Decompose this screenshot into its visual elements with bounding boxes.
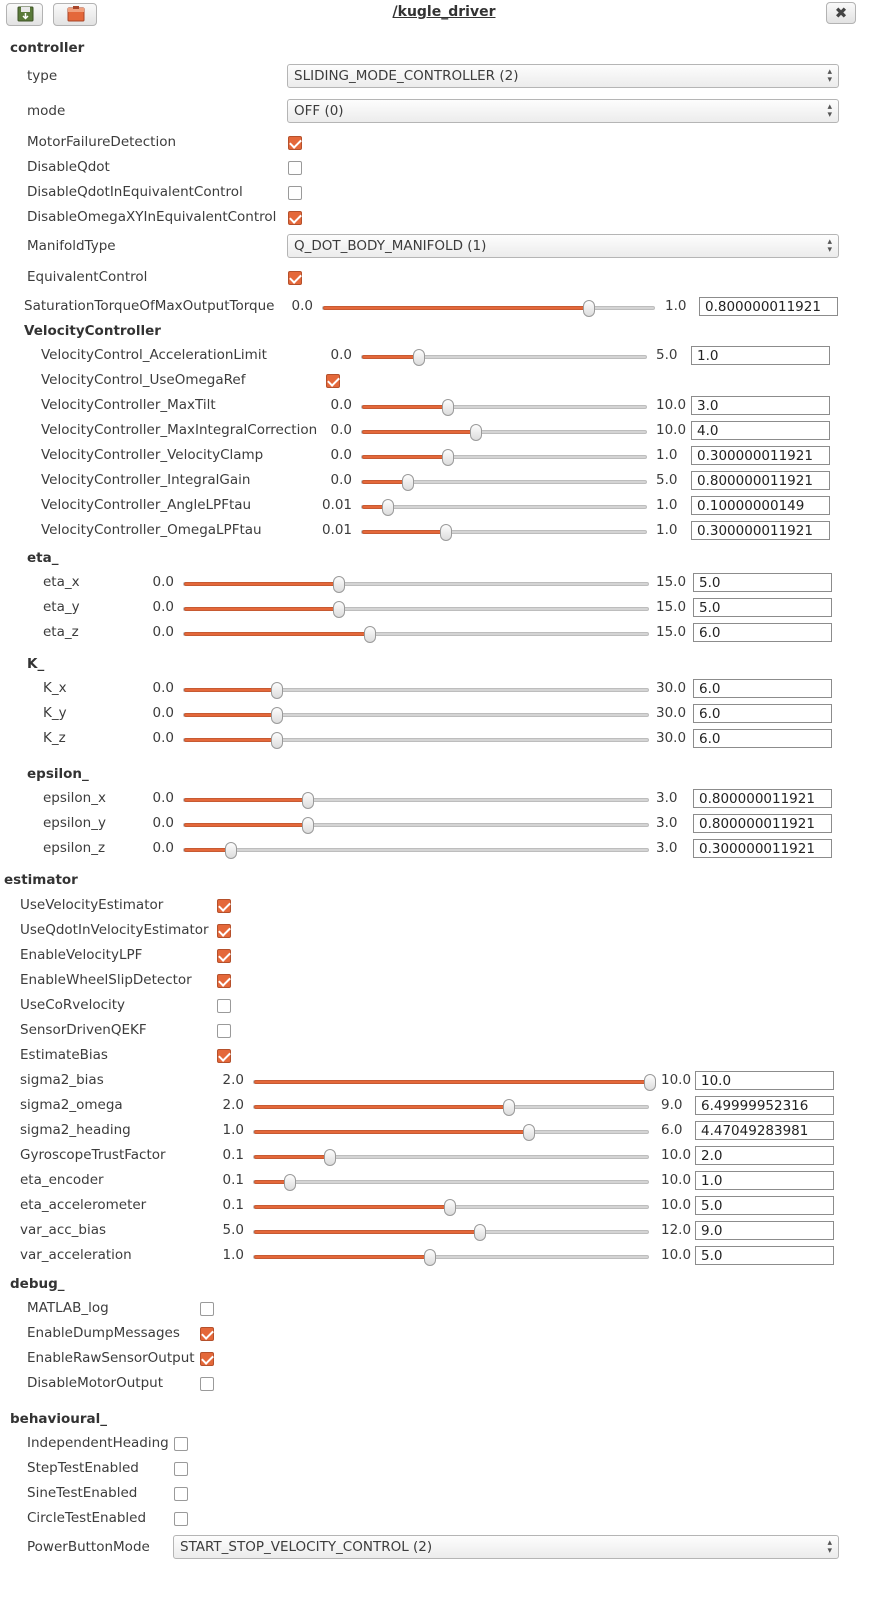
behavioural-check-2-label: SineTestEnabled	[27, 1485, 138, 1501]
estimator-slider-4-label: eta_encoder	[20, 1172, 104, 1188]
window-title: /kugle_driver	[392, 4, 496, 20]
estimator-slider-4-min: 0.1	[222, 1172, 244, 1188]
mode-label: mode	[27, 103, 66, 119]
debug-check-3-checkbox[interactable]	[200, 1377, 214, 1391]
eta-slider-0-slider[interactable]	[183, 582, 649, 586]
saturation-value-field[interactable]: 0.800000011921	[699, 297, 838, 316]
estimator-slider-0-slider-fill	[254, 1080, 650, 1084]
type-label: type	[27, 68, 58, 84]
controller-check-2-label: DisableQdotInEquivalentControl	[27, 184, 243, 200]
epsilon-slider-0-label: epsilon_x	[43, 790, 106, 806]
epsilon-slider-0-value-field[interactable]: 0.800000011921	[693, 789, 832, 808]
estimator-slider-7-min: 1.0	[222, 1247, 244, 1263]
epsilon-slider-0-slider-fill	[184, 798, 308, 802]
epsilon-slider-1-slider-fill	[184, 823, 308, 827]
debug-check-1-label: EnableDumpMessages	[27, 1325, 180, 1341]
debug-check-0-checkbox[interactable]	[200, 1302, 214, 1316]
velocity-slider-0-min: 0.0	[330, 397, 352, 413]
behavioural-check-1-label: StepTestEnabled	[27, 1460, 139, 1476]
epsilon-slider-0-max: 3.0	[656, 790, 678, 806]
controller-check-0-label: MotorFailureDetection	[27, 134, 177, 150]
accel-limit-slider-fill	[362, 355, 419, 359]
eta-slider-0-max: 15.0	[656, 574, 687, 590]
estimator-slider-5-max: 10.0	[661, 1197, 692, 1213]
debug-check-2-label: EnableRawSensorOutput	[27, 1350, 195, 1366]
estimator-check-2-checkbox[interactable]	[217, 949, 231, 963]
velocity-slider-2-slider[interactable]	[361, 455, 647, 459]
accel-limit-max: 5.0	[656, 347, 678, 363]
velocity-slider-0-slider-handle[interactable]	[442, 399, 454, 416]
K-slider-1-max: 30.0	[656, 705, 687, 721]
K-slider-1-slider-handle[interactable]	[271, 707, 283, 724]
use-omega-ref-label: VelocityControl_UseOmegaRef	[41, 372, 246, 388]
epsilon-slider-2-slider-handle[interactable]	[225, 842, 237, 859]
eta-slider-2-slider[interactable]	[183, 632, 649, 636]
velocity-slider-5-value-field[interactable]: 0.300000011921	[691, 521, 830, 540]
velocity-slider-2-slider-fill	[362, 455, 448, 459]
estimator-slider-1-label: sigma2_omega	[20, 1097, 123, 1113]
velocity-slider-0-slider-fill	[362, 405, 448, 409]
estimator-slider-6-slider[interactable]	[253, 1230, 649, 1234]
K-slider-1-value-field[interactable]: 6.0	[693, 704, 832, 723]
estimator-slider-0-slider-handle[interactable]	[644, 1074, 656, 1091]
estimator-check-2-label: EnableVelocityLPF	[20, 947, 143, 963]
velocity-slider-2-max: 1.0	[656, 447, 678, 463]
velocity-slider-4-max: 1.0	[656, 497, 678, 513]
K-slider-2-max: 30.0	[656, 730, 687, 746]
estimator-slider-1-value-field[interactable]: 6.49999952316	[695, 1096, 834, 1115]
estimator-slider-1-slider[interactable]	[253, 1105, 649, 1109]
velocity-slider-0-max: 10.0	[656, 397, 687, 413]
estimator-check-3-checkbox[interactable]	[217, 974, 231, 988]
updown-arrows-icon: ▴ ▾	[827, 1538, 832, 1556]
velocity-slider-3-slider-handle[interactable]	[402, 474, 414, 491]
K-slider-0-max: 30.0	[656, 680, 687, 696]
estimator-slider-3-slider-handle[interactable]	[324, 1149, 336, 1166]
epsilon-slider-1-slider[interactable]	[183, 823, 649, 827]
epsilon-slider-0-slider[interactable]	[183, 798, 649, 802]
estimator-slider-0-max: 10.0	[661, 1072, 692, 1088]
estimator-slider-6-label: var_acc_bias	[20, 1222, 107, 1238]
updown-arrows-icon: ▴ ▾	[827, 237, 832, 255]
section-debug: debug_	[10, 1276, 65, 1292]
close-icon: ✖	[834, 4, 848, 22]
epsilon-slider-0-min: 0.0	[152, 790, 174, 806]
velocity-slider-2-value-field[interactable]: 0.300000011921	[691, 446, 830, 465]
K-slider-0-value-field[interactable]: 6.0	[693, 679, 832, 698]
epsilon-slider-2-slider[interactable]	[183, 848, 649, 852]
estimator-slider-0-min: 2.0	[222, 1072, 244, 1088]
eta-slider-1-slider[interactable]	[183, 607, 649, 611]
estimator-slider-0-value-field[interactable]: 10.0	[695, 1071, 834, 1090]
estimator-check-4-label: UseCoRvelocity	[20, 997, 126, 1013]
epsilon-slider-2-value-field[interactable]: 0.300000011921	[693, 839, 832, 858]
K-slider-1-slider[interactable]	[183, 713, 649, 717]
eta-slider-2-max: 15.0	[656, 624, 687, 640]
estimator-slider-2-min: 1.0	[222, 1122, 244, 1138]
velocity-slider-5-slider-handle[interactable]	[440, 524, 452, 541]
accel-limit-label: VelocityControl_AccelerationLimit	[41, 347, 267, 363]
estimator-slider-1-max: 9.0	[661, 1097, 683, 1113]
estimator-slider-1-min: 2.0	[222, 1097, 244, 1113]
manifold-select[interactable]	[287, 234, 839, 258]
section-behavioural: behavioural_	[10, 1411, 107, 1427]
K-slider-2-slider-fill	[184, 738, 277, 742]
estimator-slider-3-label: GyroscopeTrustFactor	[20, 1147, 166, 1163]
manifold-label: ManifoldType	[27, 238, 116, 254]
velocity-slider-5-slider-fill	[362, 530, 446, 534]
velocity-slider-2-min: 0.0	[330, 447, 352, 463]
controller-check-1-label: DisableQdot	[27, 159, 110, 175]
K-slider-1-label: K_y	[43, 705, 67, 721]
epsilon-slider-0-slider-handle[interactable]	[302, 792, 314, 809]
accel-limit-value-field[interactable]: 1.0	[691, 346, 830, 365]
estimator-slider-0-label: sigma2_bias	[20, 1072, 104, 1088]
estimator-slider-4-max: 10.0	[661, 1172, 692, 1188]
estimator-slider-7-slider-handle[interactable]	[424, 1249, 436, 1266]
velocity-slider-5-slider[interactable]	[361, 530, 647, 534]
estimator-check-0-label: UseVelocityEstimator	[20, 897, 164, 913]
estimator-slider-4-slider[interactable]	[253, 1180, 649, 1184]
behavioural-check-3-checkbox[interactable]	[174, 1512, 188, 1526]
eta-slider-2-label: eta_z	[43, 624, 79, 640]
eta-slider-2-slider-handle[interactable]	[364, 626, 376, 643]
controller-check-0-checkbox[interactable]	[288, 136, 302, 150]
saturation-slider[interactable]	[322, 306, 655, 310]
estimator-slider-6-slider-fill	[254, 1230, 480, 1234]
behavioural-check-1-checkbox[interactable]	[174, 1462, 188, 1476]
section-estimator: estimator	[4, 872, 78, 888]
estimator-slider-2-slider-fill	[254, 1130, 529, 1134]
updown-arrows-icon: ▴ ▾	[827, 67, 832, 85]
epsilon-slider-2-max: 3.0	[656, 840, 678, 856]
K-slider-1-min: 0.0	[152, 705, 174, 721]
velocity-slider-1-min: 0.0	[330, 422, 352, 438]
mode-select[interactable]	[287, 99, 839, 123]
eta-slider-1-value-field[interactable]: 5.0	[693, 598, 832, 617]
estimator-check-6-checkbox[interactable]	[217, 1049, 231, 1063]
equivalent-control-label: EquivalentControl	[27, 269, 148, 285]
saturation-max: 1.0	[665, 298, 687, 314]
controller-check-3-label: DisableOmegaXYInEquivalentControl	[27, 209, 277, 225]
epsilon-slider-2-min: 0.0	[152, 840, 174, 856]
estimator-slider-2-slider-handle[interactable]	[523, 1124, 535, 1141]
velocity-slider-2-slider-handle[interactable]	[442, 449, 454, 466]
power-button-mode-label: PowerButtonMode	[27, 1539, 150, 1555]
estimator-slider-0-slider[interactable]	[253, 1080, 649, 1084]
behavioural-check-0-checkbox[interactable]	[174, 1437, 188, 1451]
estimator-check-1-label: UseQdotInVelocityEstimator	[20, 922, 209, 938]
velocity-slider-0-slider[interactable]	[361, 405, 647, 409]
debug-check-3-label: DisableMotorOutput	[27, 1375, 163, 1391]
estimator-check-5-checkbox[interactable]	[217, 1024, 231, 1038]
estimator-check-0-checkbox[interactable]	[217, 899, 231, 913]
estimator-slider-7-value-field[interactable]: 5.0	[695, 1246, 834, 1265]
accel-limit-slider[interactable]	[361, 355, 647, 359]
estimator-check-6-label: EstimateBias	[20, 1047, 108, 1063]
eta-slider-2-min: 0.0	[152, 624, 174, 640]
epsilon-slider-1-max: 3.0	[656, 815, 678, 831]
saturation-slider-handle[interactable]	[583, 300, 595, 317]
estimator-slider-7-label: var_acceleration	[20, 1247, 132, 1263]
eta-slider-0-min: 0.0	[152, 574, 174, 590]
controller-check-1-checkbox[interactable]	[288, 161, 302, 175]
behavioural-check-0-label: IndependentHeading	[27, 1435, 169, 1451]
behavioural-check-2-checkbox[interactable]	[174, 1487, 188, 1501]
estimator-slider-3-slider[interactable]	[253, 1155, 649, 1159]
velocity-slider-5-min: 0.01	[321, 522, 352, 538]
close-button[interactable]	[826, 2, 856, 24]
K-slider-1-slider-fill	[184, 713, 277, 717]
estimator-slider-3-value-field[interactable]: 2.0	[695, 1146, 834, 1165]
eta-slider-2-value-field[interactable]: 6.0	[693, 623, 832, 642]
epsilon-slider-2-label: epsilon_z	[43, 840, 106, 856]
eta-slider-0-slider-fill	[184, 582, 339, 586]
debug-check-2-checkbox[interactable]	[200, 1352, 214, 1366]
type-select[interactable]	[287, 64, 839, 88]
velocity-slider-0-label: VelocityController_MaxTilt	[41, 397, 216, 413]
epsilon-slider-1-label: epsilon_y	[43, 815, 106, 831]
eta-slider-1-slider-fill	[184, 607, 339, 611]
K-slider-0-min: 0.0	[152, 680, 174, 696]
estimator-slider-5-slider-handle[interactable]	[444, 1199, 456, 1216]
K-slider-2-slider-handle[interactable]	[271, 732, 283, 749]
K-slider-2-label: K_z	[43, 730, 66, 746]
controller-check-2-checkbox[interactable]	[288, 186, 302, 200]
estimator-slider-6-max: 12.0	[661, 1222, 692, 1238]
estimator-slider-2-slider[interactable]	[253, 1130, 649, 1134]
eta-slider-1-max: 15.0	[656, 599, 687, 615]
estimator-slider-4-value-field[interactable]: 1.0	[695, 1171, 834, 1190]
velocity-slider-1-max: 10.0	[656, 422, 687, 438]
velocity-slider-3-min: 0.0	[330, 472, 352, 488]
velocity-slider-1-slider[interactable]	[361, 430, 647, 434]
velocity-slider-1-slider-fill	[362, 430, 476, 434]
saturation-label: SaturationTorqueOfMaxOutputTorque	[24, 298, 275, 314]
eta-slider-1-min: 0.0	[152, 599, 174, 615]
velocity-slider-1-label: VelocityController_MaxIntegralCorrection	[41, 422, 318, 438]
velocity-slider-1-slider-handle[interactable]	[470, 424, 482, 441]
updown-arrows-icon: ▴ ▾	[827, 102, 832, 120]
estimator-slider-7-max: 10.0	[661, 1247, 692, 1263]
estimator-slider-5-slider[interactable]	[253, 1205, 649, 1209]
estimator-slider-6-slider-handle[interactable]	[474, 1224, 486, 1241]
velocity-slider-5-max: 1.0	[656, 522, 678, 538]
use-omega-ref-checkbox[interactable]	[326, 374, 340, 388]
eta-slider-0-slider-handle[interactable]	[333, 576, 345, 593]
estimator-check-1-checkbox[interactable]	[217, 924, 231, 938]
velocity-slider-3-slider[interactable]	[361, 480, 647, 484]
eta-slider-2-slider-fill	[184, 632, 370, 636]
K-slider-2-value-field[interactable]: 6.0	[693, 729, 832, 748]
estimator-check-3-label: EnableWheelSlipDetector	[20, 972, 192, 988]
estimator-check-5-label: SensorDrivenQEKF	[20, 1022, 147, 1038]
estimator-slider-5-min: 0.1	[222, 1197, 244, 1213]
velocity-slider-4-label: VelocityController_AngleLPFtau	[41, 497, 252, 513]
estimator-slider-3-min: 0.1	[222, 1147, 244, 1163]
velocity-slider-5-label: VelocityController_OmegaLPFtau	[41, 522, 262, 538]
equivalent-control-checkbox[interactable]	[288, 271, 302, 285]
estimator-slider-5-value-field[interactable]: 5.0	[695, 1196, 834, 1215]
velocity-slider-4-min: 0.01	[321, 497, 352, 513]
estimator-slider-5-label: eta_accelerometer	[20, 1197, 147, 1213]
eta-slider-1-label: eta_y	[43, 599, 80, 615]
estimator-slider-6-min: 5.0	[222, 1222, 244, 1238]
controller-check-3-checkbox[interactable]	[288, 211, 302, 225]
velocity-slider-4-slider-handle[interactable]	[382, 499, 394, 516]
velocity-slider-3-max: 5.0	[656, 472, 678, 488]
estimator-slider-1-slider-fill	[254, 1105, 509, 1109]
K-slider-0-slider[interactable]	[183, 688, 649, 692]
estimator-slider-6-value-field[interactable]: 9.0	[695, 1221, 834, 1240]
accel-limit-min: 0.0	[330, 347, 352, 363]
combo-value: Q_DOT_BODY_MANIFOLD (1)	[294, 238, 487, 254]
velocity-slider-1-value-field[interactable]: 4.0	[691, 421, 830, 440]
epsilon-slider-1-min: 0.0	[152, 815, 174, 831]
section-eta: eta_	[27, 550, 59, 566]
epsilon-slider-1-value-field[interactable]: 0.800000011921	[693, 814, 832, 833]
estimator-slider-3-slider-fill	[254, 1155, 330, 1159]
K-slider-2-min: 0.0	[152, 730, 174, 746]
velocity-slider-3-value-field[interactable]: 0.800000011921	[691, 471, 830, 490]
velocity-slider-0-value-field[interactable]: 3.0	[691, 396, 830, 415]
eta-slider-0-label: eta_x	[43, 574, 80, 590]
saturation-min: 0.0	[291, 298, 313, 314]
velocity-slider-3-label: VelocityController_IntegralGain	[41, 472, 251, 488]
section-epsilon: epsilon_	[27, 766, 89, 782]
estimator-slider-4-slider-handle[interactable]	[284, 1174, 296, 1191]
debug-check-0-label: MATLAB_log	[27, 1300, 109, 1316]
velocity-slider-3-slider-fill	[362, 480, 408, 484]
estimator-slider-3-max: 10.0	[661, 1147, 692, 1163]
estimator-slider-7-slider[interactable]	[253, 1255, 649, 1259]
section-velocity-controller: VelocityController	[24, 323, 161, 339]
combo-value: START_STOP_VELOCITY_CONTROL (2)	[180, 1539, 433, 1555]
power-button-mode-select[interactable]	[173, 1535, 839, 1559]
debug-check-1-checkbox[interactable]	[200, 1327, 214, 1341]
epsilon-slider-1-slider-handle[interactable]	[302, 817, 314, 834]
estimator-slider-7-slider-fill	[254, 1255, 430, 1259]
epsilon-slider-2-slider-fill	[184, 848, 231, 852]
combo-value: SLIDING_MODE_CONTROLLER (2)	[294, 68, 519, 84]
estimator-slider-2-label: sigma2_heading	[20, 1122, 131, 1138]
estimator-check-4-checkbox[interactable]	[217, 999, 231, 1013]
velocity-slider-4-value-field[interactable]: 0.10000000149	[691, 496, 830, 515]
velocity-slider-4-slider[interactable]	[361, 505, 647, 509]
K-slider-0-label: K_x	[43, 680, 67, 696]
eta-slider-0-value-field[interactable]: 5.0	[693, 573, 832, 592]
velocity-slider-2-label: VelocityController_VelocityClamp	[41, 447, 264, 463]
behavioural-check-3-label: CircleTestEnabled	[27, 1510, 147, 1526]
estimator-slider-2-value-field[interactable]: 4.47049283981	[695, 1121, 834, 1140]
saturation-slider-fill	[323, 306, 589, 310]
K-slider-0-slider-fill	[184, 688, 277, 692]
K-slider-0-slider-handle[interactable]	[271, 682, 283, 699]
estimator-slider-5-slider-fill	[254, 1205, 450, 1209]
combo-value: OFF (0)	[294, 103, 344, 119]
estimator-slider-1-slider-handle[interactable]	[503, 1099, 515, 1116]
K-slider-2-slider[interactable]	[183, 738, 649, 742]
eta-slider-1-slider-handle[interactable]	[333, 601, 345, 618]
section-K: K_	[27, 656, 45, 672]
accel-limit-slider-handle[interactable]	[413, 349, 425, 366]
section-controller: controller	[10, 40, 85, 56]
estimator-slider-2-max: 6.0	[661, 1122, 683, 1138]
